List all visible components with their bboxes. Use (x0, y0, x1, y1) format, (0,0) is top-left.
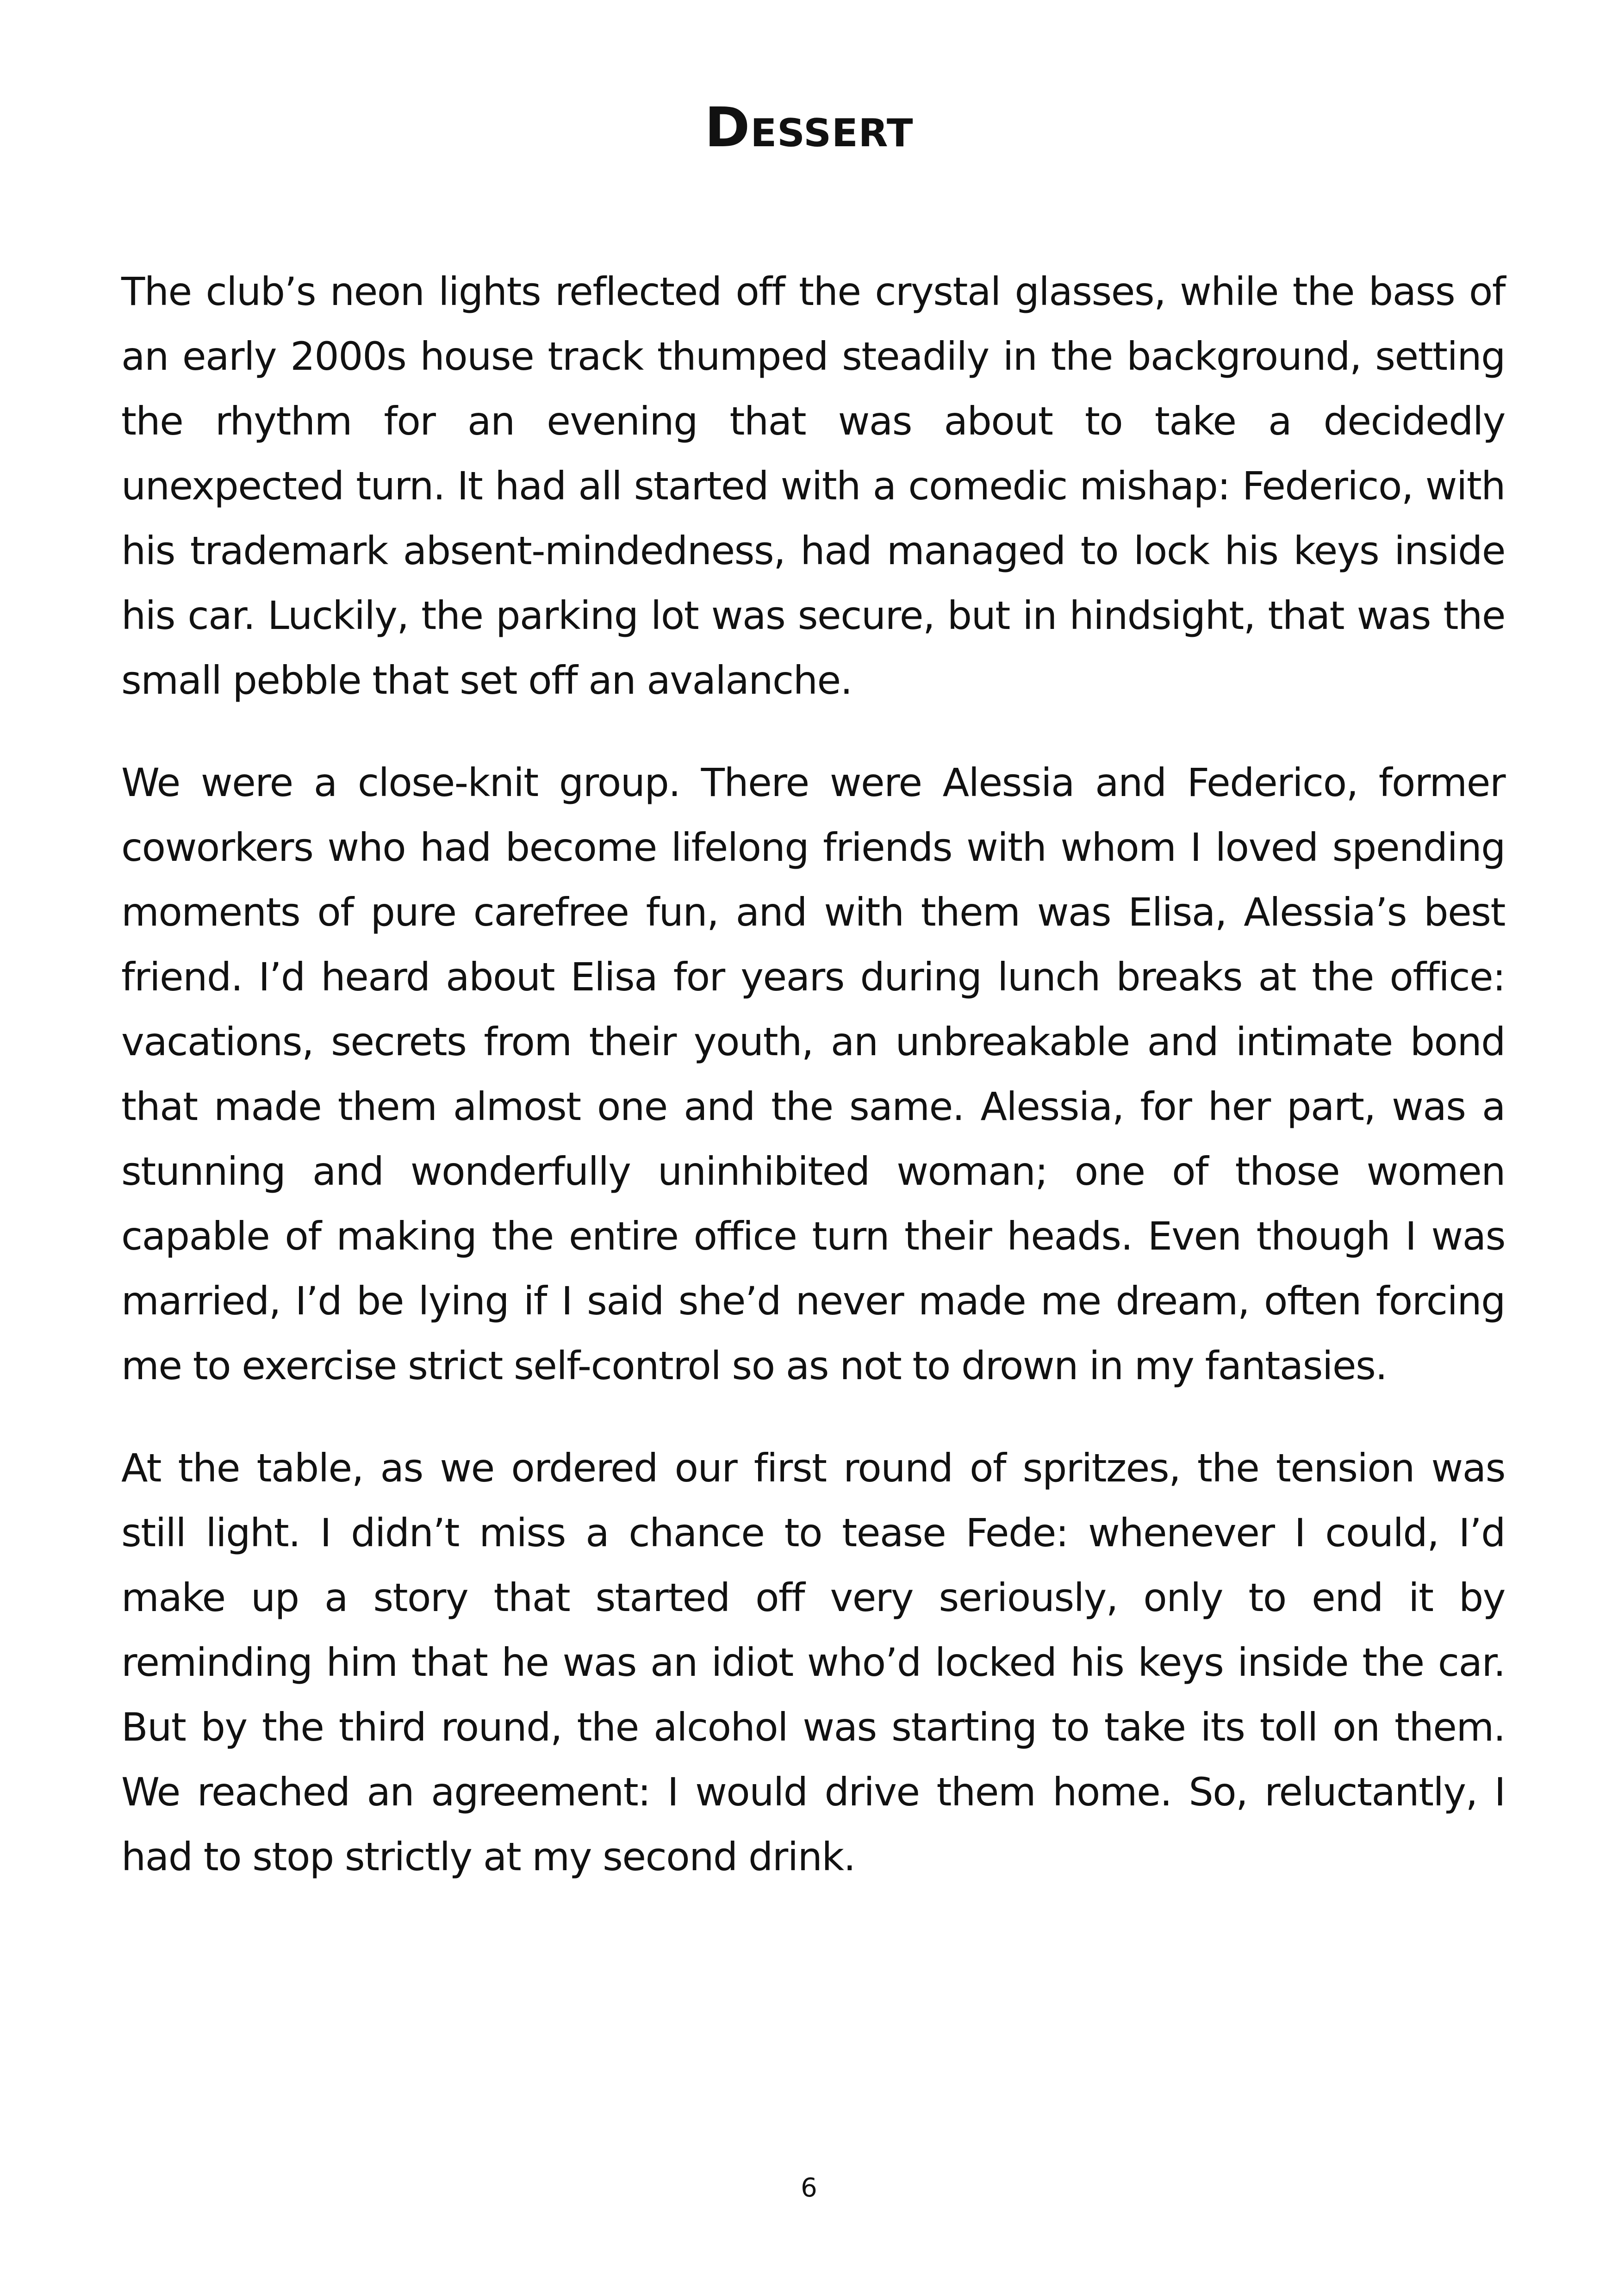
body-text (121, 259, 1505, 1927)
paragraph-1: The club’s neon lights reflected off the crystal glasses, while the bass of an early 2000s house track thumped steadily in the background, setting the rhythm for an evening that was about to take a decidedly unexpected turn. It had all started with a comedic mishap: Federico, with his trademark absent-mindedness, had managed to lock his keys inside his car. Luckily, the parking lot was secure, but in hindsight, that was the small pebble that set off an avalanche. (121, 269, 1505, 703)
page-number: 6 (801, 2173, 817, 2203)
paragraph-2: We were a close-knit group. There were Alessia and Federico, former coworkers who had become lifelong friends with whom I loved spending moments of pure carefree fun, and with them was Elisa, Alessia’s best friend. I’d heard about Elisa for years during lunch breaks at the office: vacations, secrets from their youth, an unbreakable and intimate bond that made them almost one and the same. Alessia, for her part, was a stunning and wonderfully uninhibited woman; one of those women capable of making the entire office turn their heads. Even though I was married, I’d be lying if I said she’d never made me dream, often forcing me to exercise strict self-control so as not to drown in my fantasies. (121, 760, 1505, 1388)
paragraph-3: At the table, as we ordered our first round of spritzes, the tension was still light. I didn’t miss a chance to tease Fede: whenever I could, I’d make up a story that started off very seriously, only to end it by reminding him that he was an idiot who’d locked his keys inside the car. But by the third round, the alcohol was starting to take its toll on them. We reached an agreement: I would drive them home. So, reluctantly, I had to stop strictly at my second drink. (121, 1445, 1505, 1879)
chapter-title: Dessert (704, 95, 914, 159)
